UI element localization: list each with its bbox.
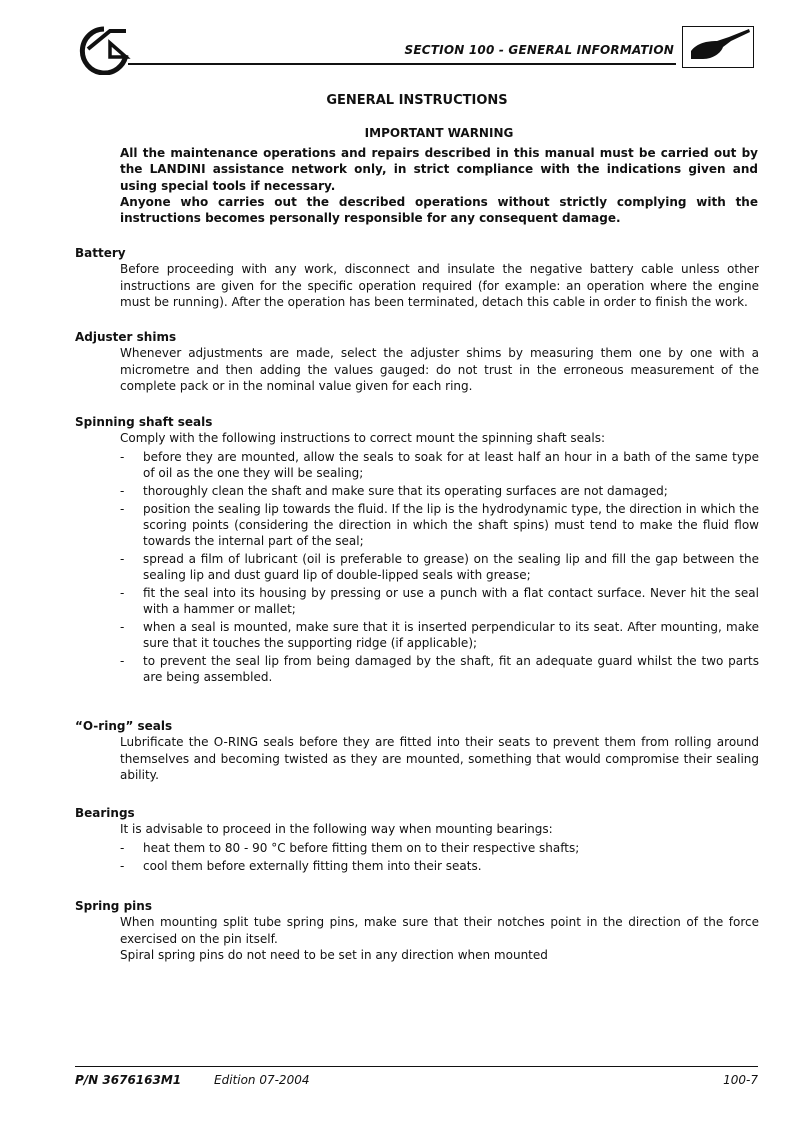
part-number: P/N 3676163M1 xyxy=(75,1073,182,1087)
list-item: - when a seal is mounted, make sure that it is inserted perpendicular to its seat. After mounting, make sure that it touches the supporting ridge (if applicable); xyxy=(120,619,759,650)
shaft-seals-section xyxy=(75,414,759,687)
list-item: - to prevent the seal lip from being damaged by the shaft, fit an adequate guard whilst the two parts are being assembled. xyxy=(120,653,759,684)
spring-pins-section xyxy=(75,898,759,964)
edition: Edition 07-2004 xyxy=(214,1073,310,1087)
section-heading: Spinning shaft seals xyxy=(75,415,213,429)
landini-logo-icon xyxy=(74,25,136,75)
section-text: Spiral spring pins do not need to be set in any direction when mounted xyxy=(120,948,548,962)
pointing-hand-icon xyxy=(682,26,754,68)
header-rule xyxy=(128,63,676,65)
warning-title: IMPORTANT WARNING xyxy=(364,126,514,140)
warning-paragraph: All the maintenance operations and repairs described in this manual must be carried out by the LANDINI assistance network only, in strict compliance with the indications given and using special tools if necessary. xyxy=(120,146,758,193)
warning-paragraph: Anyone who carries out the described operations without strictly complying with the instructions becomes personally responsible for any consequent damage. xyxy=(120,194,758,226)
list-item: - heat them to 80 - 90 °C before fitting them on to their respective shafts; xyxy=(120,840,580,855)
battery-section xyxy=(75,245,759,311)
seal-instructions-list xyxy=(120,449,759,685)
list-item: - before they are mounted, allow the seals to soak for at least half an hour in a bath of the same type of oil as the one they will be sealing; xyxy=(120,449,759,480)
section-text: Lubrificate the O-RING seals before they are fitted into their seats to prevent them from rolling around themselves and becoming twisted as they are mounted, something that would compromise their sealing ability. xyxy=(120,735,759,782)
list-item: - spread a film of lubricant (oil is preferable to grease) on the sealing lip and fill the gap between the sealing lip and dust guard lip of double-lipped seals with grease; xyxy=(120,551,759,582)
section-heading: Spring pins xyxy=(75,899,152,913)
footer-rule xyxy=(75,1066,758,1067)
section-heading: Bearings xyxy=(75,806,135,820)
oring-section xyxy=(75,718,759,784)
adjuster-shims-section xyxy=(75,329,759,395)
list-item: - position the sealing lip towards the fluid. If the lip is the hydrodynamic type, the direction in which the scoring points (considering the direction in which the shaft spins) must tend to make the fluid flow towards the internal part of the seal; xyxy=(120,501,759,548)
section-text: Before proceeding with any work, disconnect and insulate the negative battery cable unless other instructions are given for the specific operation required (for example: an operation where the engine must be running). After the operation has been terminated, detach this cable in order to finish the work. xyxy=(120,262,759,309)
warning-body xyxy=(120,145,758,226)
list-item: - cool them before externally fitting them into their seats. xyxy=(120,858,482,873)
page-title: GENERAL INSTRUCTIONS xyxy=(326,93,508,108)
list-item: - thoroughly clean the shaft and make sure that its operating surfaces are not damaged; xyxy=(120,483,668,498)
page-number: 100-7 xyxy=(723,1073,758,1087)
section-heading: Adjuster shims xyxy=(75,330,177,344)
section-heading: Battery xyxy=(75,246,126,260)
bearing-instructions-list xyxy=(120,840,759,874)
page-header xyxy=(0,0,794,80)
section-intro: It is advisable to proceed in the following way when mounting bearings: xyxy=(120,822,553,836)
list-item: - fit the seal into its housing by pressing or use a punch with a flat contact surface. Never hit the seal with a hammer or mallet; xyxy=(120,585,759,616)
section-heading: “O-ring” seals xyxy=(75,719,173,733)
bearings-section xyxy=(75,805,759,876)
section-text: When mounting split tube spring pins, make sure that their notches point in the direction of the force exercised on the pin itself. xyxy=(120,915,759,946)
section-text: Whenever adjustments are made, select the adjuster shims by measuring them one by one with a micrometre and then adding the values gauged: do not trust in the erroneous measurement of the complete pack or in the nominal value given for each ring. xyxy=(120,346,759,393)
section-title: SECTION 100 - GENERAL INFORMATION xyxy=(404,43,674,57)
section-intro: Comply with the following instructions to correct mount the spinning shaft seals: xyxy=(120,431,606,445)
